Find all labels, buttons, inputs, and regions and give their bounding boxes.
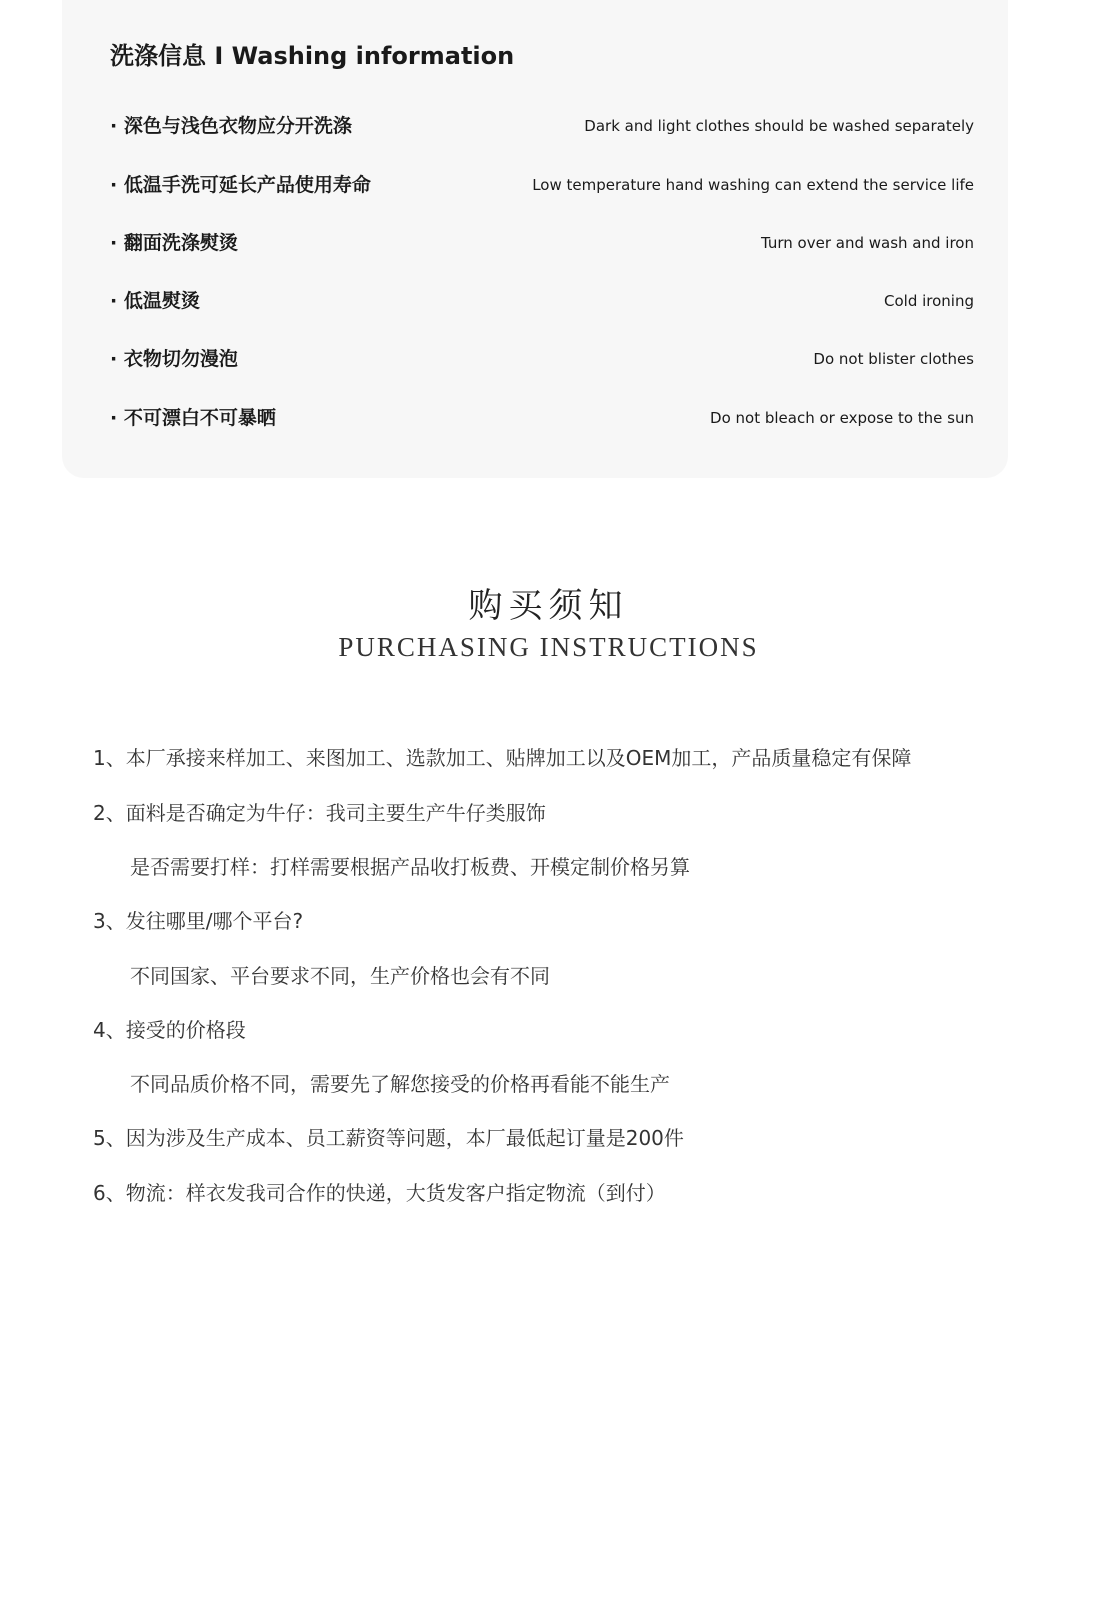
instruction-line: 2、面料是否确定为牛仔：我司主要生产牛仔类服饰 — [93, 801, 546, 825]
washing-item — [110, 228, 974, 258]
washing-info-card — [62, 0, 1008, 478]
washing-item — [110, 111, 974, 141]
washing-item-en: Do not blister clothes — [813, 350, 974, 368]
washing-item — [110, 286, 974, 316]
washing-item — [110, 170, 974, 200]
purchasing-title-en: PURCHASING INSTRUCTIONS — [338, 632, 759, 662]
washing-item-zh: · 衣物切勿漫泡 — [110, 348, 238, 370]
instruction-line: 6、物流：样衣发我司合作的快递，大货发客户指定物流（到付） — [93, 1181, 666, 1205]
washing-item-zh: · 不可漂白不可暴晒 — [110, 407, 276, 429]
instruction-line: 不同国家、平台要求不同，生产价格也会有不同 — [130, 964, 550, 988]
purchasing-title-zh: 购买须知 — [468, 586, 629, 626]
instruction-line: 1、本厂承接来样加工、来图加工、选款加工、贴牌加工以及OEM加工，产品质量稳定有保障 — [93, 746, 912, 770]
washing-item — [110, 344, 974, 374]
instruction-line: 是否需要打样：打样需要根据产品收打板费、开模定制价格另算 — [130, 855, 690, 879]
instruction-line: 3、发往哪里/哪个平台? — [93, 909, 304, 933]
washing-item — [110, 403, 974, 433]
washing-item-zh: · 低温熨烫 — [110, 290, 200, 312]
washing-item-en: Low temperature hand washing can extend the service life — [532, 176, 974, 194]
washing-item-en: Cold ironing — [884, 292, 974, 310]
instruction-line: 不同品质价格不同，需要先了解您接受的价格再看能不能生产 — [130, 1072, 670, 1096]
washing-item-en: Do not bleach or expose to the sun — [710, 409, 974, 427]
instruction-line: 5、因为涉及生产成本、员工薪资等问题，本厂最低起订量是200件 — [93, 1126, 684, 1150]
washing-info-title: 洗涤信息 I Washing information — [110, 42, 515, 70]
washing-item-zh: · 深色与浅色衣物应分开洗涤 — [110, 115, 352, 137]
washing-item-zh: · 低温手洗可延长产品使用寿命 — [110, 174, 371, 196]
washing-item-en: Dark and light clothes should be washed separately — [584, 117, 974, 135]
washing-item-en: Turn over and wash and iron — [760, 234, 974, 252]
instruction-line: 4、接受的价格段 — [93, 1018, 246, 1042]
washing-item-zh: · 翻面洗涤熨烫 — [110, 232, 238, 254]
